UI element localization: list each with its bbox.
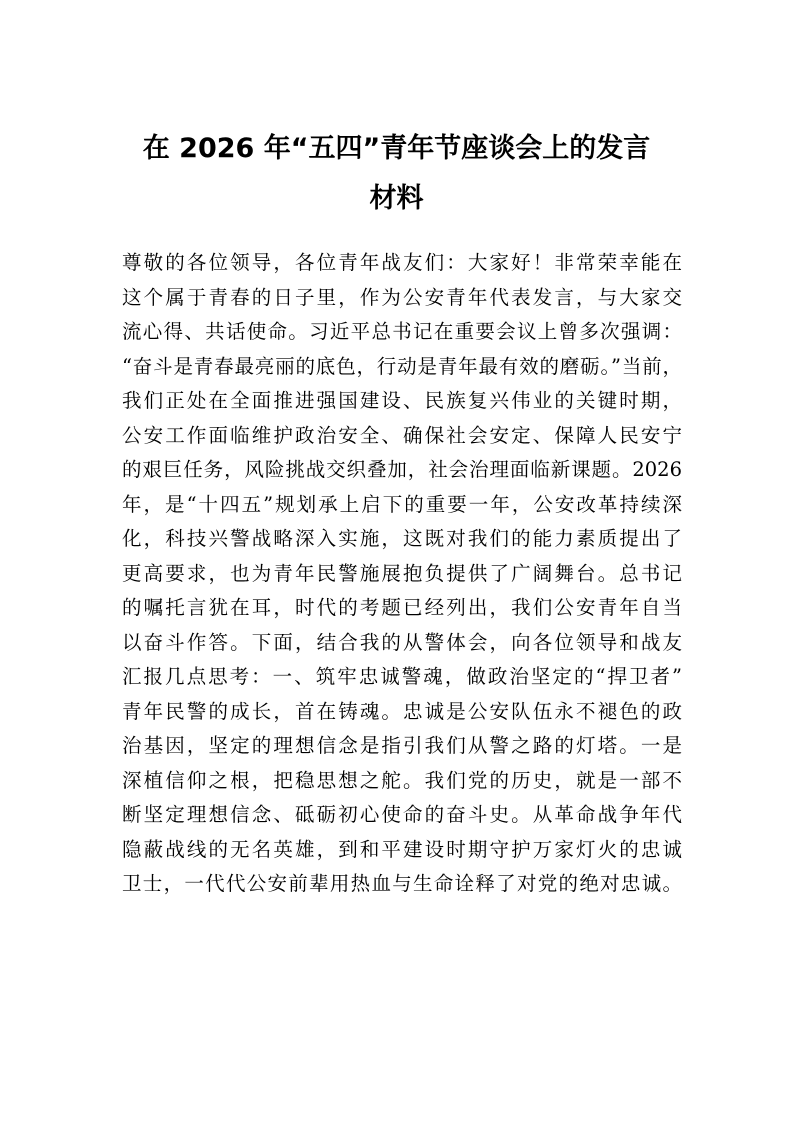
body-line: 断坚定理想信念、砥砺初心使命的奋斗史。从革命战争年代 <box>122 803 682 826</box>
body-line: 深植信仰之根，把稳思想之舵。我们党的历史，就是一部不 <box>122 768 682 792</box>
body-line: 流心得、共话使命。习近平总书记在重要会议上曾多次强调： <box>122 320 682 343</box>
body-line: 更高要求，也为青年民警施展抱负提供了广阔舞台。总书记 <box>122 561 682 585</box>
body-line: 隐蔽战线的无名英雄，到和平建设时期守护万家灯火的忠诚 <box>122 837 682 861</box>
document-title-line-2: 材料 <box>369 183 424 214</box>
body-line: 的艰巨任务，风险挑战交织叠加，社会治理面临新课题。2026 <box>122 458 682 481</box>
body-line: 年，是“十四五”规划承上启下的重要一年，公安改革持续深 <box>122 492 682 516</box>
body-line: 公安工作面临维护政治安全、确保社会安定、保障人民安宁 <box>122 423 682 447</box>
body-line: 以奋斗作答。下面，结合我的从警体会，向各位领导和战友 <box>122 630 682 654</box>
body-line: 青年民警的成长，首在铸魂。忠诚是公安队伍永不褪色的政 <box>122 699 682 723</box>
body-line: 我们正处在全面推进强国建设、民族复兴伟业的关键时期， <box>122 389 682 412</box>
body-line: 化，科技兴警战略深入实施，这既对我们的能力素质提出了 <box>122 527 682 550</box>
document-title-line-1: 在 2026 年“五四”青年节座谈会上的发言 <box>142 133 651 164</box>
document-body <box>122 246 682 902</box>
body-line: 的嘱托言犹在耳，时代的考题已经列出，我们公安青年自当 <box>122 596 682 619</box>
body-line: 这个属于青春的日子里，作为公安青年代表发言，与大家交 <box>122 285 682 309</box>
body-line: 卫士，一代代公安前辈用热血与生命诠释了对党的绝对忠诚。 <box>122 872 682 895</box>
body-line: “奋斗是青春最亮丽的底色，行动是青年最有效的磨砺。”当前， <box>122 354 682 378</box>
body-line: 汇报几点思考：一、筑牢忠诚警魂，做政治坚定的“捍卫者” <box>122 665 682 688</box>
body-line: 尊敬的各位领导，各位青年战友们：大家好！非常荣幸能在 <box>122 251 682 274</box>
body-line: 治基因，坚定的理想信念是指引我们从警之路的灯塔。一是 <box>122 734 682 757</box>
